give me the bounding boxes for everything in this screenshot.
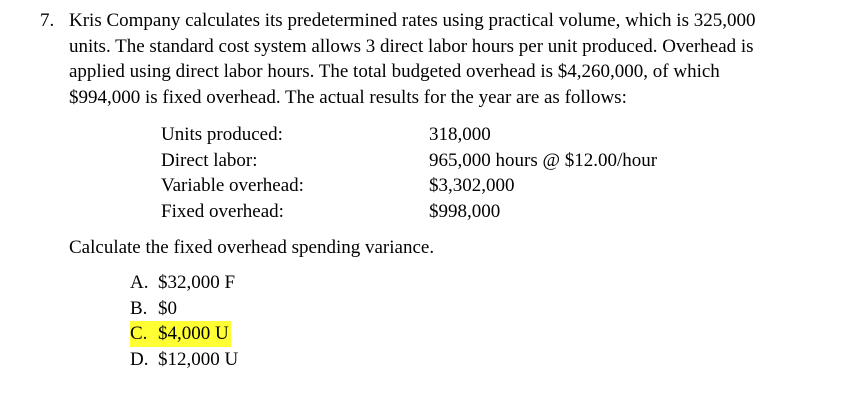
question-block xyxy=(0,8,865,110)
table-row xyxy=(161,122,657,148)
result-value: 318,000 xyxy=(429,124,491,145)
table-row xyxy=(161,199,657,225)
result-label: Fixed overhead: xyxy=(161,201,284,223)
result-label: Direct labor: xyxy=(161,149,258,171)
option-letter: A. xyxy=(130,272,149,293)
question-header xyxy=(0,8,789,110)
option-text: $12,000 U xyxy=(158,348,239,370)
option-c-highlighted[interactable] xyxy=(130,321,238,347)
option-text: $4,000 U xyxy=(158,323,229,344)
result-value: $3,302,000 xyxy=(429,175,515,197)
question-prompt: Calculate the fixed overhead spending variance. xyxy=(69,237,435,258)
question-number: 7. xyxy=(40,10,55,31)
option-a[interactable] xyxy=(130,270,238,296)
option-letter: B. xyxy=(130,297,148,319)
table-row xyxy=(161,173,657,199)
question-text: Kris Company calculates its predetermined rates using practical volume, which is 325,000 units. The standard cost system allows 3 direct labor hours per unit produced. Overhead is applied using direct labor hours. The total budgeted overhead is $4,260,000, of which $994,000 is fixed overhead. The actual results for the year are as follows: xyxy=(69,10,756,108)
option-letter: C. xyxy=(130,323,148,344)
answer-options xyxy=(130,270,238,372)
result-value: $998,000 xyxy=(429,201,501,223)
result-label: Units produced: xyxy=(161,124,283,145)
result-value: 965,000 hours @ $12.00/hour xyxy=(429,149,658,171)
option-letter: D. xyxy=(130,348,149,370)
option-text: $32,000 F xyxy=(158,272,236,293)
option-b[interactable] xyxy=(130,296,238,322)
option-d[interactable] xyxy=(130,347,238,373)
table-row xyxy=(161,148,657,174)
result-label: Variable overhead: xyxy=(161,175,304,197)
option-text: $0 xyxy=(158,297,177,319)
actual-results-table xyxy=(161,122,657,225)
highlight-mark xyxy=(130,321,231,347)
